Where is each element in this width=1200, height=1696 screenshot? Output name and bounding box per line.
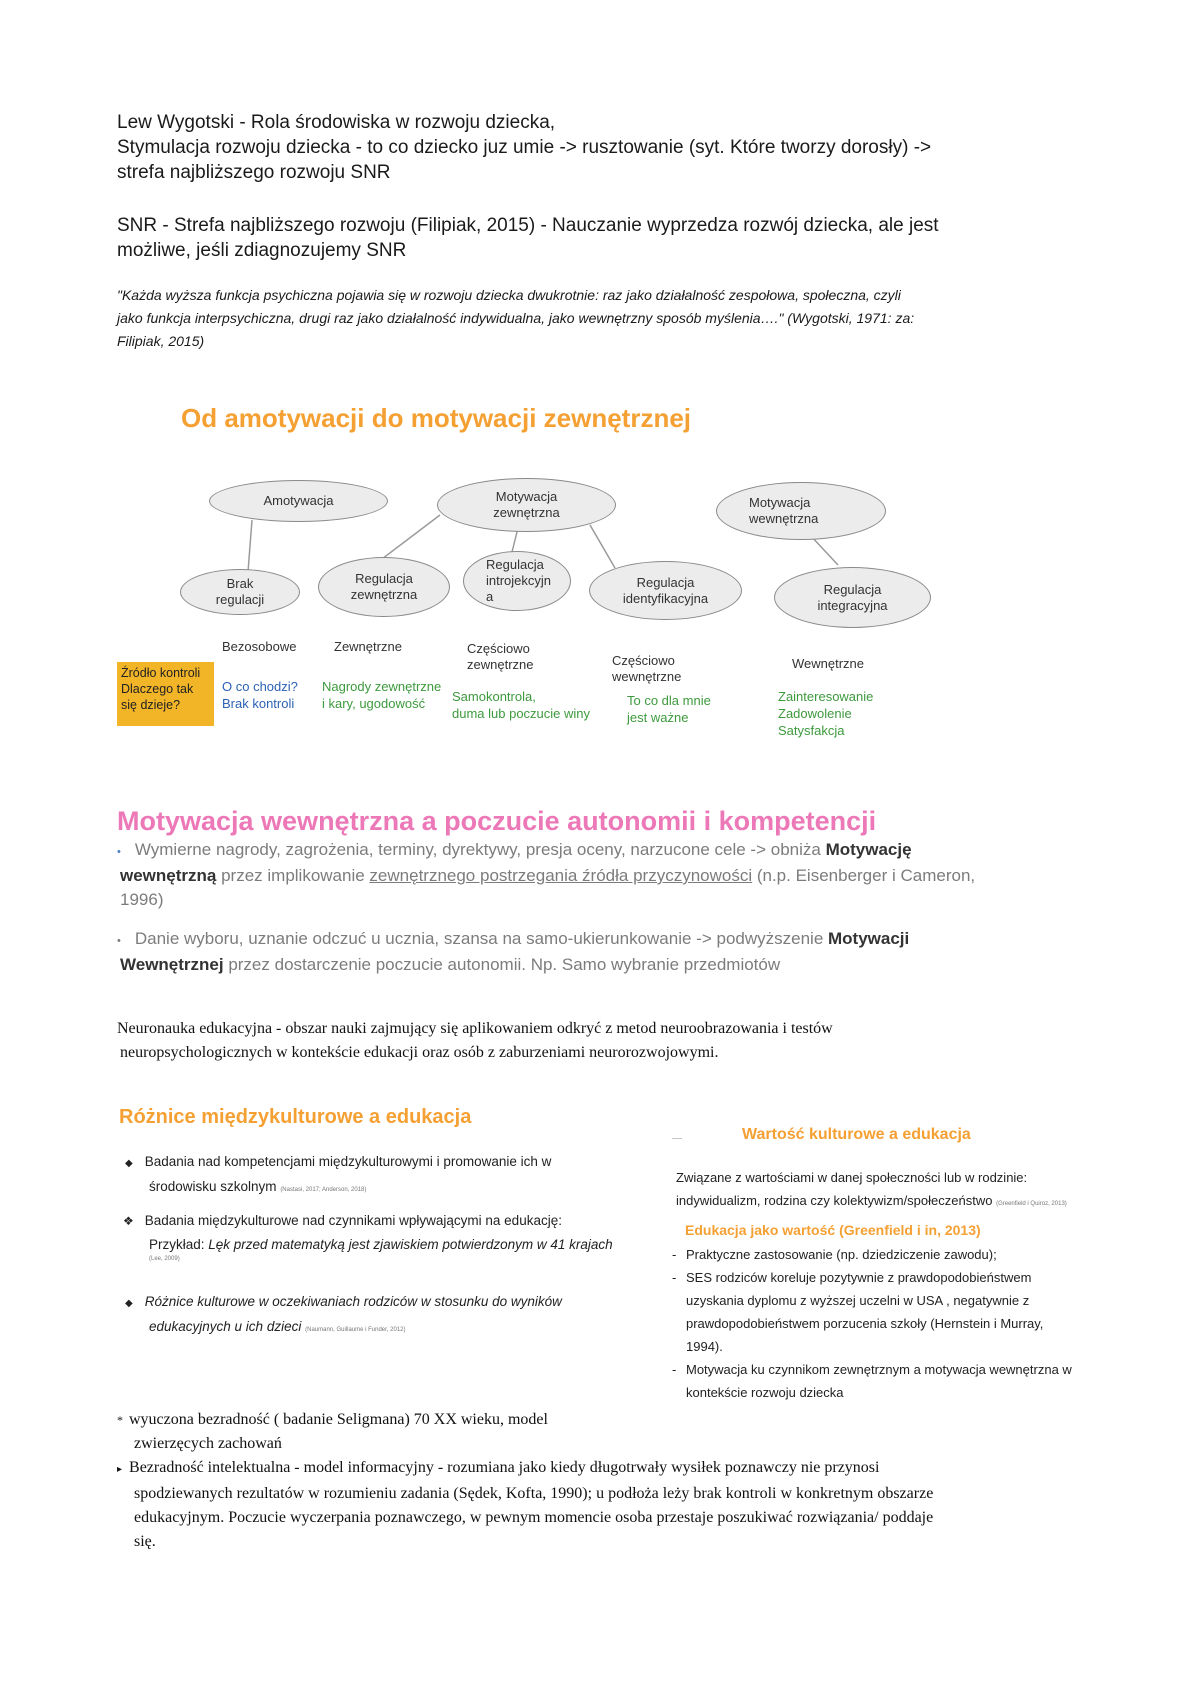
cultural-right-tag: ___ bbox=[672, 1133, 683, 1139]
autonomy-bullet-1: • Wymierne nagrody, zagrożenia, terminy, dyrektywy, presja oceny, narzucone cele -> obniża Motywację wewnętrzną przez implikowanie zewnętrznego postrzegania źródła przyczynowości (n.p. Eisenberger i Cameron, 1996) bbox=[117, 840, 976, 909]
dash-bullet: - bbox=[672, 1362, 677, 1377]
intro-line1: Lew Wygotski - Rola środowiska w rozwoju dziecka, bbox=[117, 112, 556, 133]
bullet-icon: ◆ bbox=[125, 1158, 133, 1169]
bullet-icon: * bbox=[117, 1413, 123, 1427]
intro-line2: Stymulacja rozwoju dziecka - to co dziecko juz umie -> rusztowanie (syt. Które tworzy dorosły) -> bbox=[117, 137, 932, 158]
snr-line2: możliwe, jeśli zdiagnozujemy SNR bbox=[117, 240, 407, 261]
diagram-title: Od amotywacji do motywacji zewnętrznej bbox=[181, 403, 692, 433]
cultural-right-intro: Związane z wartościami w danej społeczności lub w rodzinie: indywidualizm, rodzina czy kolektywizm/społeczeństwo (Greenfield i Quiroz, 2013) bbox=[676, 1170, 1067, 1208]
autonomy-title: Motywacja wewnętrzna a poczucie autonomii i kompetencji bbox=[117, 806, 877, 836]
cultural-right-subtitle: Edukacja jako wartość (Greenfield i in, 2013) bbox=[685, 1222, 981, 1238]
col-head-czesciowo-wewnetrzne: Częściowo wewnętrzne bbox=[612, 653, 682, 684]
source-of-control-box bbox=[117, 662, 214, 726]
col-head-zewnetrzne: Zewnętrzne bbox=[334, 639, 402, 654]
col-body-czesciowo-wewnetrzne: To co dla mnie jest ważne bbox=[627, 693, 711, 725]
bullet-icon: ▸ bbox=[117, 1464, 123, 1475]
node-amotywacja: Amotywacja bbox=[209, 480, 388, 522]
col-head-bezosobowe: Bezosobowe bbox=[222, 639, 297, 654]
diamond-bullet-icon: ❖ bbox=[123, 1214, 134, 1228]
col-body-czesciowo-zewnetrzne: Samokontrola, duma lub poczucie winy bbox=[452, 689, 591, 721]
neuro-line2: neuropsychologicznych w kontekście edukacji oraz osób z zaburzeniami neurorozwojowymi. bbox=[120, 1044, 719, 1061]
bottom-bullet-2: ▸ Bezradność intelektualna - model informacyjny - rozumiana jako kiedy długotrwały wysiłek poznawczy nie przynosi spodziewanych rezultatów w rozumieniu zadania (Sędek, Kofta, 1990); u podłoża leży brak kontroli w konkretnym obszarze edukacyjnym. Poczucie wyczerpania poznawczego, w pewnym momencie osoba przestaje poszukiwać rozwiązania/ poddaje się. bbox=[117, 1459, 934, 1550]
bullet-icon: ◆ bbox=[125, 1298, 133, 1309]
cultural-left-title: Różnice międzykulturowe a edukacja bbox=[119, 1106, 472, 1128]
col-body-bezosobowe: O co chodzi? Brak kontroli bbox=[222, 679, 298, 711]
autonomy-bullet-2: • Danie wyboru, uznanie odczuć u ucznia, szansa na samo-ukierunkowanie -> podwyższenie Motywacji Wewnętrznej przez dostarczenie poczucie autonomii. Np. Samo wybranie przedmiotów bbox=[117, 929, 910, 974]
intro-line3: strefa najbliższego rozwoju SNR bbox=[117, 162, 391, 183]
dash-bullet: - bbox=[672, 1270, 677, 1285]
neuro-line1: Neuronauka edukacyjna - obszar nauki zajmujący się aplikowaniem odkryć z metod neuroobrazowania i testów bbox=[117, 1020, 833, 1037]
node-regulacja-introjekcyjna: Regulacja introjekcyjn a bbox=[463, 551, 571, 611]
col-head-wewnetrzne: Wewnętrzne bbox=[792, 656, 865, 671]
node-regulacja-integracyjna: Regulacja integracyjna bbox=[774, 567, 931, 628]
node-brak-regulacji: Brak regulacji bbox=[180, 569, 300, 615]
node-motywacja-zewnetrzna: Motywacja zewnętrzna bbox=[437, 478, 616, 532]
bullet-icon: • bbox=[117, 935, 121, 947]
cultural-right-list: - Praktyczne zastosowanie (np. dziedziczenie zawodu); - SES rodziców koreluje pozytywnie z prawdopodobieństwem uzyskania dyplomu z wyższej uczelni w USA , negatywnie z prawdopodobieństwem porzucenia szkoły (Hernstein i Murray, 1994). - Motywacja ku czynnikom zewnętrznym a motywacja wewnętrzna w kontekście rozwoju dziecka bbox=[672, 1243, 1072, 1404]
quote-line1: "Każda wyższa funkcja psychiczna pojawia się w rozwoju dziecka dwukrotnie: raz jako działalność zespołowa, społeczna, czyli bbox=[117, 287, 901, 303]
quote-line2: jako funkcja interpsychiczna, drugi raz jako działalność indywidualna, jako wewnętrzny sposób myślenia…." (Wygotski, 1971: za: bbox=[117, 310, 915, 326]
dash-bullet: - bbox=[672, 1247, 677, 1262]
bottom-bullet-1: * wyuczona bezradność ( badanie Seligmana) 70 XX wieku, model zwierzęcych zachowań bbox=[117, 1411, 548, 1452]
node-regulacja-zewnetrzna: Regulacja zewnętrzna bbox=[318, 557, 450, 617]
col-head-czesciowo-zewnetrzne: Częściowo zewnętrzne bbox=[467, 641, 534, 672]
node-regulacja-identyfikacyjna: Regulacja identyfikacyjna bbox=[589, 561, 742, 620]
col-body-wewnetrzne: Zainteresowanie Zadowolenie Satysfakcja bbox=[778, 689, 874, 738]
diagram-connectors bbox=[0, 0, 1200, 760]
cultural-left-item-2: ❖ Badania międzykulturowe nad czynnikami wpływającymi na edukację: Przykład: Lęk przed matematyką jest zjawiskiem potwierdzonym w 41 krajach (Lee, 2009) bbox=[123, 1213, 613, 1262]
col-body-zewnetrzne: Nagrody zewnętrzne i kary, ugodowość bbox=[322, 679, 442, 711]
source-of-control-text: Źródło kontroli Dlaczego tak się dzieje? bbox=[121, 666, 201, 712]
cultural-left-item-3: ◆ Różnice kulturowe w oczekiwaniach rodziców w stosunku do wyników edukacyjnych u ich dzieci (Naumann, Guillaume i Funder, 2012) bbox=[125, 1294, 562, 1334]
snr-line1: SNR - Strefa najbliższego rozwoju (Filipiak, 2015) - Nauczanie wyprzedza rozwój dziecka, ale jest bbox=[117, 215, 939, 236]
quote-line3: Filipiak, 2015) bbox=[117, 333, 205, 349]
cultural-right-title: Wartość kulturowe a edukacja bbox=[742, 1126, 971, 1143]
cultural-left-item-1: ◆ Badania nad kompetencjami międzykulturowymi i promowanie ich w środowisku szkolnym (Nastasi, 2017; Anderson, 2018) bbox=[125, 1154, 552, 1194]
bullet-icon: • bbox=[117, 846, 121, 858]
node-motywacja-wewnetrzna: Motywacja wewnętrzna bbox=[716, 482, 886, 540]
